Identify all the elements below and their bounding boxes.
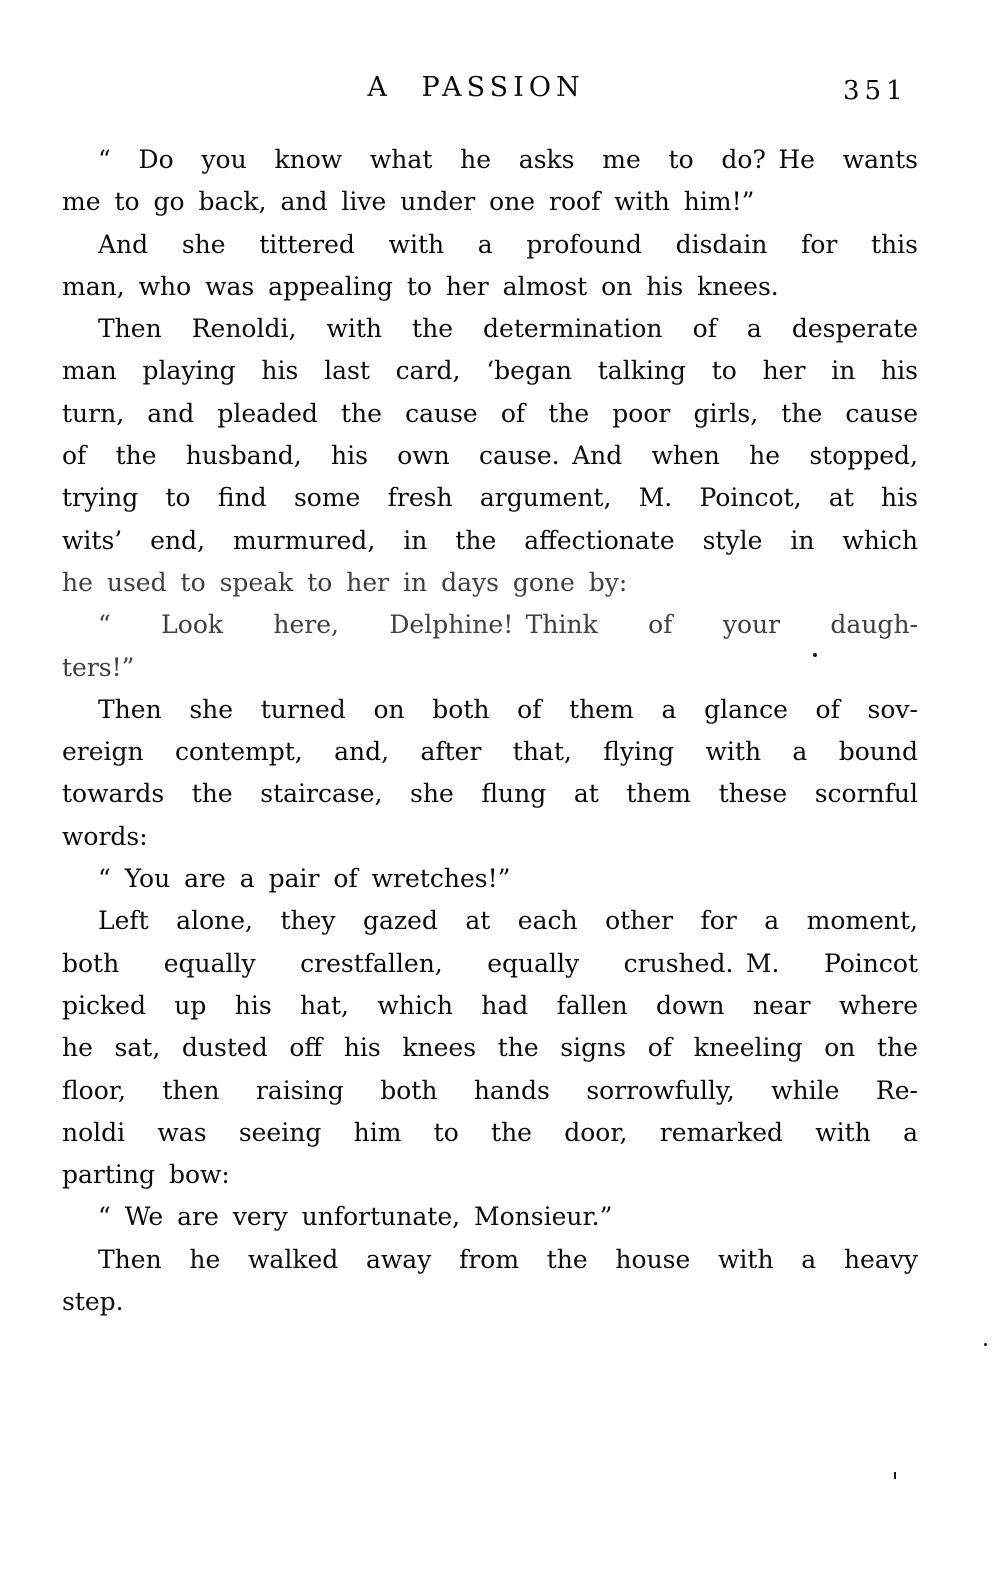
text-line: Then he walked away from the house with a heavy <box>98 1244 918 1274</box>
text-line: Then Renoldi, with the determination of a desperate <box>98 314 918 344</box>
text-line: words: <box>62 821 148 851</box>
page-header <box>0 72 1000 112</box>
text-line: “ Do you know what he asks me to do? He wants <box>98 145 918 174</box>
text-line: “ Look here, Delphine! Think of your daugh- <box>98 610 918 640</box>
page-number: 351 <box>843 76 908 106</box>
text-line: “ We are very unfortunate, Monsieur.” <box>98 1202 613 1232</box>
text-line: noldi was seeing him to the door, remarked with a <box>62 1117 918 1147</box>
text-line: floor, then raising both hands sorrowfully, while Re- <box>62 1075 918 1105</box>
text-line: Left alone, they gazed at each other for a moment, <box>98 906 918 936</box>
paragraph <box>62 1239 918 1324</box>
text-line: trying to find some fresh argument, M. Poincot, at his <box>62 483 918 513</box>
text-line: me to go back, and live under one roof with him!” <box>62 187 755 217</box>
paragraph <box>62 139 918 224</box>
text-line: both equally crestfallen, equally crushed. M. Poincot <box>62 948 918 978</box>
scan-speck <box>894 1472 896 1479</box>
text-line: man, who was appealing to her almost on his knees. <box>62 271 779 301</box>
text-line: ters!” <box>62 652 135 682</box>
text-line: And she tittered with a profound disdain for this <box>98 229 918 259</box>
scan-speck <box>984 1343 987 1346</box>
running-title: A PASSION <box>367 72 585 103</box>
paragraph <box>62 1196 918 1238</box>
text-line: towards the staircase, she flung at them these scornful <box>62 779 918 809</box>
paragraph <box>62 308 918 604</box>
page-body <box>62 139 918 1323</box>
text-line: turn, and pleaded the cause of the poor girls, the cause <box>62 398 918 428</box>
text-line: parting bow: <box>62 1160 230 1190</box>
paragraph <box>62 900 918 1196</box>
text-line: picked up his hat, which had fallen down near where <box>62 990 918 1020</box>
scan-speck <box>813 653 817 657</box>
paragraph <box>62 858 918 900</box>
text-line: step. <box>62 1287 124 1317</box>
text-line: he sat, dusted off his knees the signs of kneeling on the <box>62 1033 918 1063</box>
text-line: “ You are a pair of wretches!” <box>98 864 511 894</box>
paragraph <box>62 224 918 309</box>
paragraph <box>62 604 918 689</box>
text-line: man playing his last card, ‘began talking to her in his <box>62 356 918 386</box>
text-line: wits’ end, murmured, in the affectionate style in which <box>62 525 918 555</box>
text-line: he used to speak to her in days gone by: <box>62 567 628 597</box>
text-line: ereign contempt, and, after that, flying with a bound <box>62 737 918 767</box>
text-line: of the husband, his own cause. And when he stopped, <box>62 441 918 471</box>
text-line: Then she turned on both of them a glance of sov- <box>98 694 918 724</box>
paragraph <box>62 689 918 858</box>
